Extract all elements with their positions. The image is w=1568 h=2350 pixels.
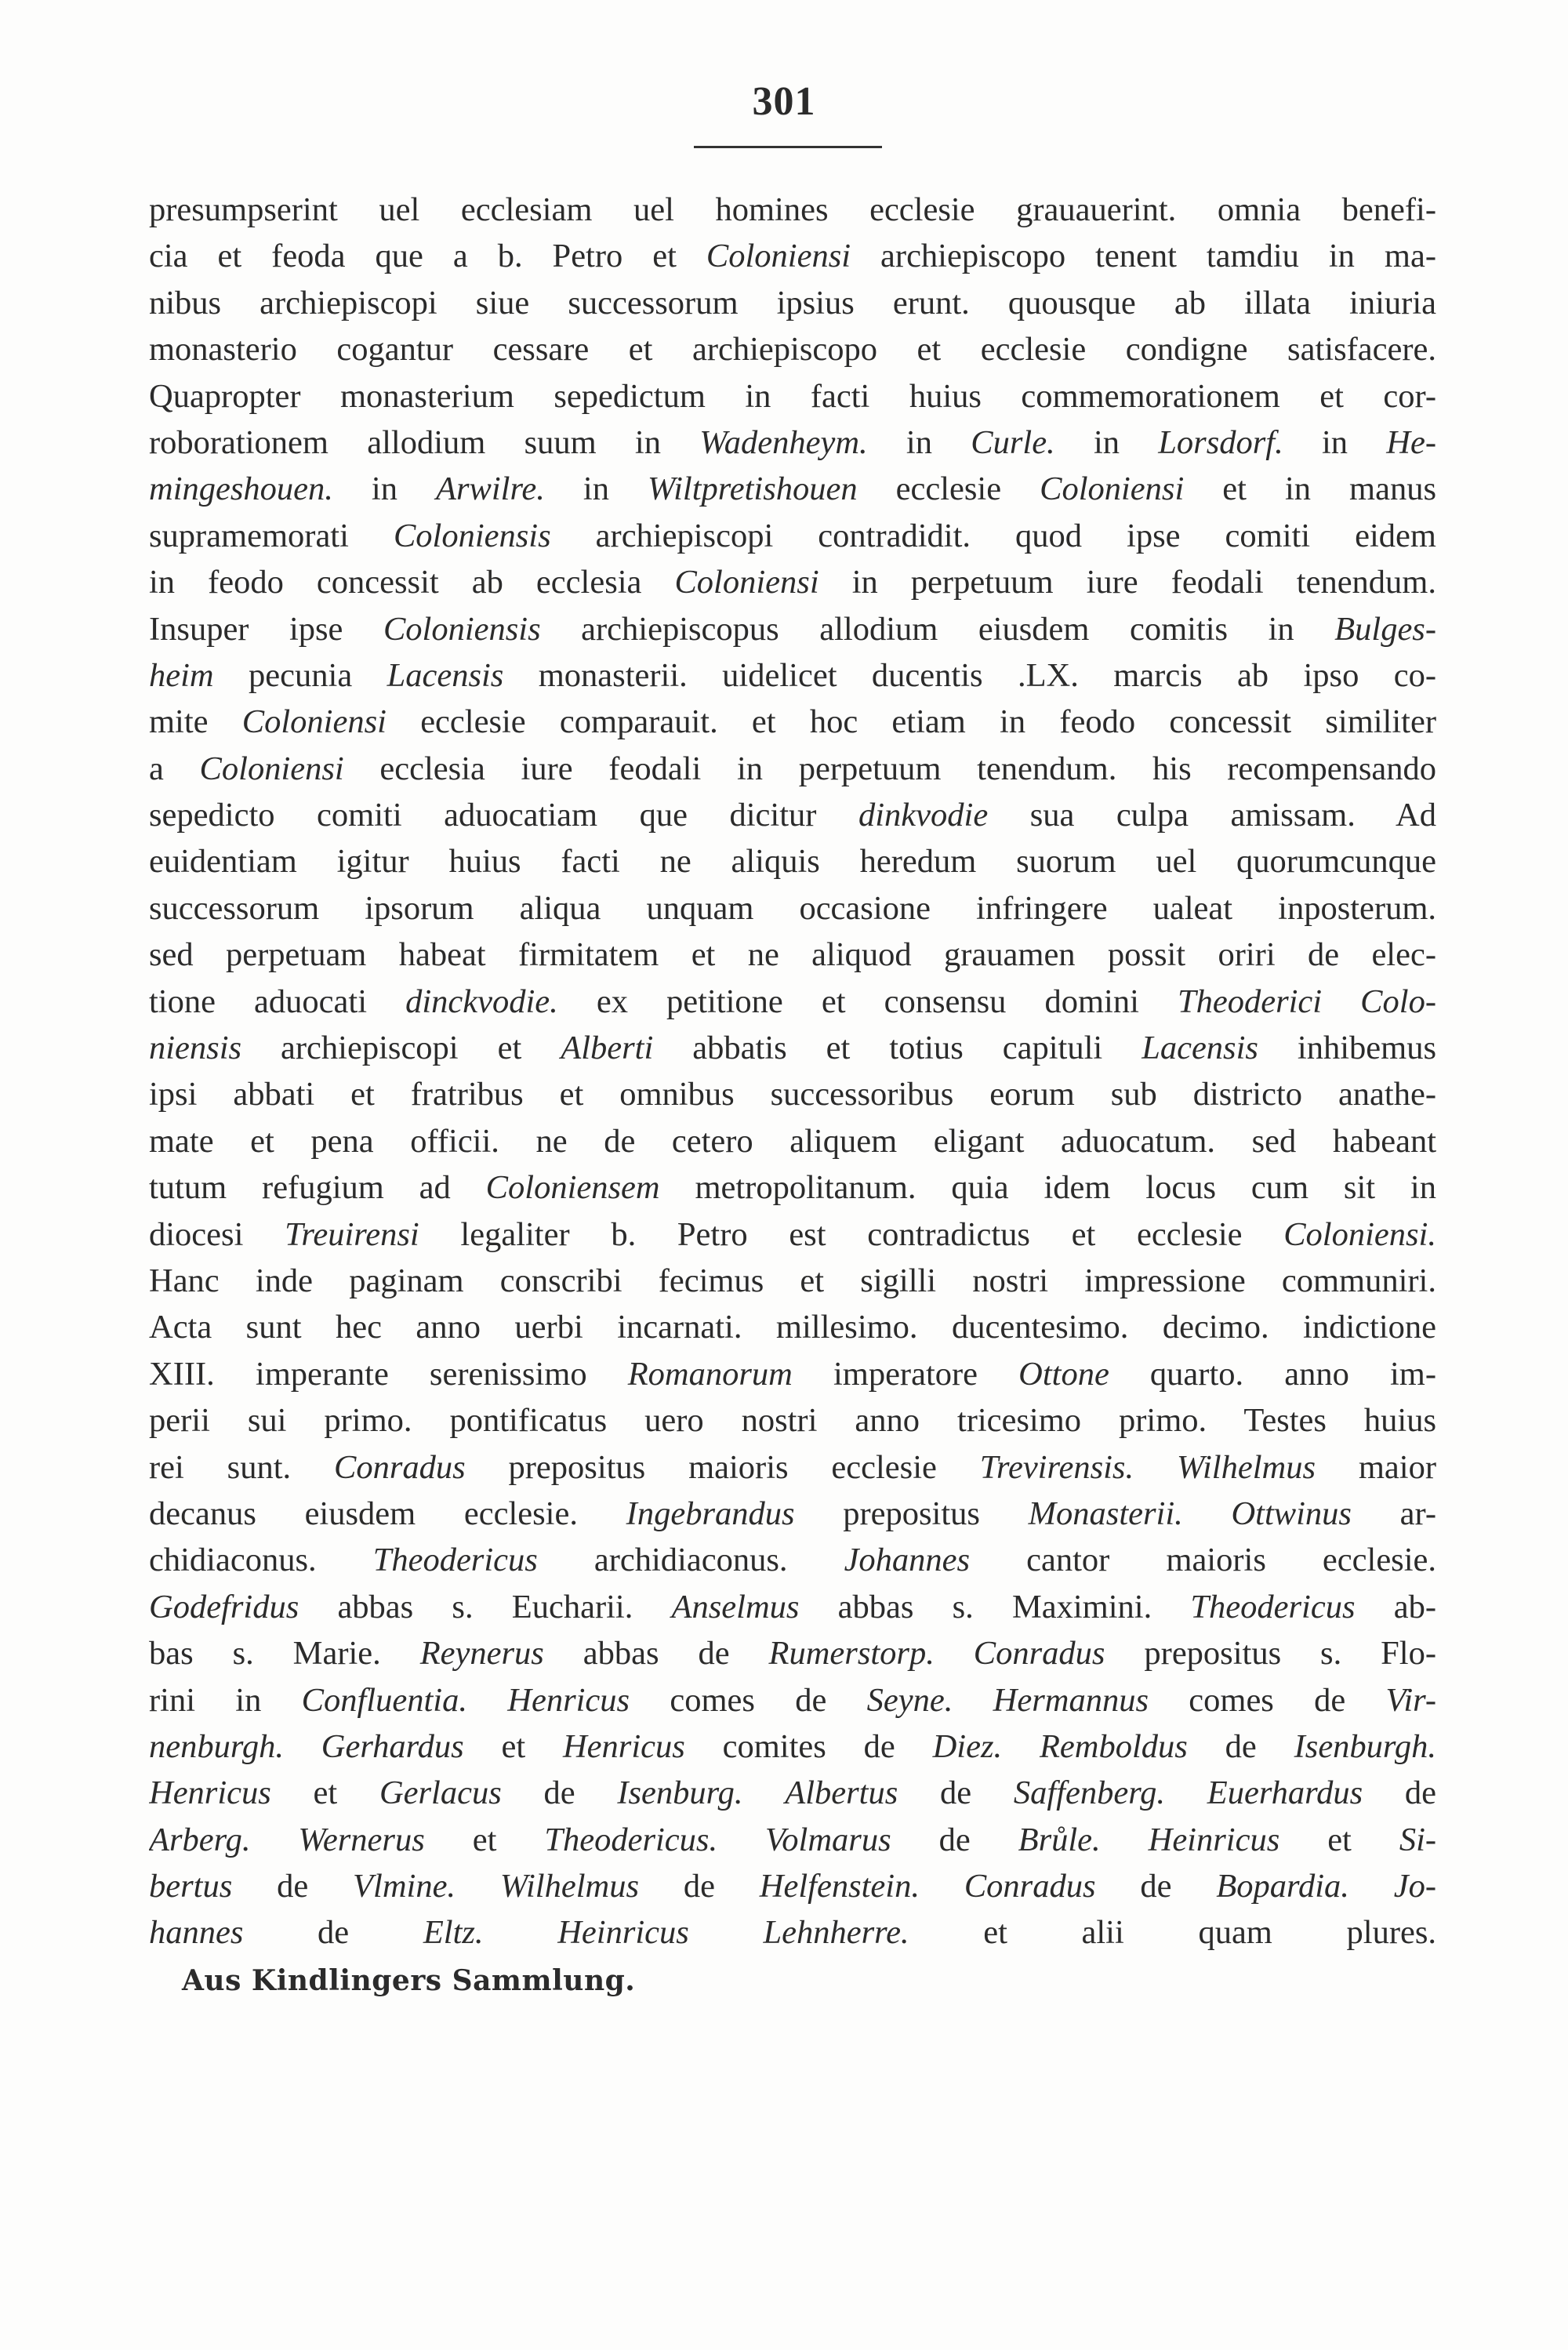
text-segment: cantor maioris ecclesie. bbox=[970, 1542, 1436, 1579]
text-segment bbox=[1002, 1728, 1040, 1765]
text-segment: metropolitanum. quia idem locus cum sit in bbox=[659, 1169, 1436, 1207]
italic-name: Lorsdorf. bbox=[1158, 423, 1283, 461]
italic-name: Wilhelmus bbox=[499, 1868, 639, 1905]
text-line bbox=[149, 792, 1436, 838]
text-segment: sua culpa amissam. Ad bbox=[988, 797, 1436, 834]
text-segment: abbas de bbox=[543, 1635, 769, 1673]
text-segment: ab- bbox=[1355, 1588, 1436, 1625]
italic-name: Ingebrandus bbox=[626, 1495, 795, 1532]
italic-name: Henricus bbox=[562, 1727, 685, 1765]
text-segment: perii sui primo. pontificatus uero nostri anno tricesimo primo. Testes huius bbox=[149, 1402, 1436, 1440]
text-segment: pecunia bbox=[213, 656, 387, 694]
text-line bbox=[149, 1723, 1436, 1770]
italic-name: Theodericus bbox=[1190, 1588, 1356, 1625]
italic-name: mingeshouen. bbox=[149, 470, 333, 508]
text-line bbox=[149, 1909, 1436, 1956]
italic-name: Anselmus bbox=[671, 1588, 800, 1625]
italic-name: Ottone bbox=[1018, 1355, 1109, 1393]
text-segment: Acta sunt hec anno uerbi incarnati. millesimo. ducentesimo. decimo. indictione bbox=[149, 1309, 1436, 1346]
charter-text bbox=[149, 187, 1436, 1956]
text-segment: tutum refugium ad bbox=[149, 1169, 486, 1207]
italic-name: Heinricus bbox=[1148, 1821, 1280, 1858]
text-segment: archiepiscopi et bbox=[241, 1030, 561, 1067]
italic-name: Bopardia. bbox=[1216, 1868, 1349, 1905]
text-segment: legaliter b. Petro est contradictus et ecclesie bbox=[419, 1215, 1284, 1253]
text-line bbox=[149, 1025, 1436, 1071]
text-segment: sed perpetuam habeat firmitatem et ne aliquod grauamen possit oriri de elec- bbox=[149, 936, 1436, 974]
italic-name: Lacensis bbox=[387, 656, 504, 694]
italic-name: Euerhardus bbox=[1207, 1774, 1363, 1812]
text-line bbox=[149, 1444, 1436, 1491]
text-segment: et alii quam plures. bbox=[909, 1914, 1436, 1952]
text-line bbox=[149, 1118, 1436, 1164]
italic-name: Helfenstein. bbox=[759, 1868, 920, 1905]
text-line bbox=[149, 187, 1436, 233]
text-segment: imperatore bbox=[792, 1355, 1019, 1393]
text-line bbox=[149, 652, 1436, 699]
text-segment: XIII. imperante serenissimo bbox=[149, 1355, 628, 1393]
text-segment: rini in bbox=[149, 1681, 302, 1719]
text-line bbox=[149, 885, 1436, 932]
text-segment: roborationem allodium suum in bbox=[149, 423, 700, 461]
text-segment bbox=[467, 1682, 507, 1719]
text-segment: archiepiscopus allodium eiusdem comitis in bbox=[540, 610, 1335, 648]
italic-name: Jo- bbox=[1393, 1868, 1436, 1905]
italic-name: heim bbox=[149, 656, 214, 694]
text-segment: in feodo concessit ab ecclesia bbox=[149, 564, 675, 601]
text-segment: ar- bbox=[1351, 1495, 1436, 1532]
italic-name: Wilhelmus bbox=[1176, 1448, 1316, 1486]
source-footnote: Aus Kindlingers Sammlung. bbox=[182, 1964, 636, 1997]
text-segment: mite bbox=[149, 703, 242, 741]
text-segment: de bbox=[243, 1914, 423, 1952]
italic-name: Monasterii. bbox=[1028, 1495, 1183, 1532]
text-segment: cia et feoda que a b. Petro et bbox=[149, 238, 706, 275]
text-line bbox=[149, 1071, 1436, 1117]
italic-name: Isenburg. bbox=[617, 1774, 743, 1812]
text-segment: decanus eiusdem ecclesie. bbox=[149, 1495, 626, 1532]
italic-name: Vir- bbox=[1385, 1681, 1436, 1719]
text-line bbox=[149, 1164, 1436, 1211]
text-segment: comites de bbox=[684, 1727, 933, 1765]
text-line bbox=[149, 233, 1436, 279]
italic-name: Coloniensi bbox=[241, 703, 387, 741]
text-line bbox=[149, 699, 1436, 745]
text-segment: diocesi bbox=[149, 1215, 285, 1253]
text-segment: ipsi abbati et fratribus et omnibus successoribus eorum sub districto anathe- bbox=[149, 1076, 1436, 1113]
italic-name: Arwilre. bbox=[436, 470, 545, 508]
text-segment: euidentiam igitur huius facti ne aliquis heredum suorum uel quorumcunque bbox=[149, 843, 1436, 881]
italic-name: Heinricus Lehnherre. bbox=[557, 1914, 909, 1952]
text-segment bbox=[1101, 1822, 1149, 1858]
italic-name: nenburgh. bbox=[149, 1727, 284, 1765]
text-segment bbox=[250, 1822, 298, 1858]
text-segment: in perpetuum iure feodali tenendum. bbox=[818, 564, 1436, 601]
text-segment: tione aduocati bbox=[149, 982, 406, 1020]
text-segment bbox=[284, 1728, 321, 1765]
italic-name: Vlmine. bbox=[353, 1868, 456, 1905]
text-segment: de bbox=[638, 1868, 760, 1905]
text-segment: ecclesia iure feodali in perpetuum tenendum. his recompensando bbox=[343, 750, 1436, 787]
text-line bbox=[149, 1584, 1436, 1630]
text-segment: prepositus bbox=[794, 1495, 1029, 1532]
italic-name: Saffenberg. bbox=[1013, 1774, 1166, 1812]
text-line bbox=[149, 1304, 1436, 1350]
text-line bbox=[149, 513, 1436, 559]
text-segment: archiepiscopi contradidit. quod ipse comiti eidem bbox=[550, 517, 1436, 554]
italic-name: Confluentia. bbox=[301, 1681, 467, 1719]
italic-name: Henricus bbox=[149, 1774, 271, 1812]
text-segment: de bbox=[232, 1868, 354, 1905]
text-segment: abbas s. Maximini. bbox=[799, 1588, 1191, 1625]
italic-name: Reynerus bbox=[419, 1635, 544, 1673]
italic-name: Hermannus bbox=[993, 1681, 1149, 1719]
header-rule bbox=[694, 146, 882, 148]
text-segment: bas s. Marie. bbox=[149, 1635, 420, 1673]
text-line bbox=[149, 606, 1436, 652]
italic-name: Conradus bbox=[973, 1635, 1105, 1673]
text-line bbox=[149, 838, 1436, 884]
italic-name: Wadenheym. bbox=[699, 423, 868, 461]
text-segment: abbas s. Eucharii. bbox=[299, 1588, 672, 1625]
text-segment bbox=[935, 1635, 974, 1672]
text-line bbox=[149, 979, 1436, 1025]
text-segment bbox=[1165, 1774, 1207, 1811]
italic-name: Seyne. bbox=[866, 1681, 953, 1719]
text-line bbox=[149, 280, 1436, 326]
text-line bbox=[149, 1863, 1436, 1909]
text-line bbox=[149, 1630, 1436, 1676]
text-line bbox=[149, 1491, 1436, 1537]
italic-name: Theoderici Colo- bbox=[1177, 982, 1436, 1020]
text-segment bbox=[920, 1868, 964, 1905]
italic-name: Johannes bbox=[844, 1542, 971, 1579]
text-segment: in bbox=[1054, 423, 1159, 461]
italic-name: Isenburgh. bbox=[1294, 1727, 1436, 1765]
italic-name: Conradus bbox=[333, 1448, 466, 1486]
text-segment: ecclesie comparauit. et hoc etiam in feodo concessit similiter bbox=[386, 703, 1436, 741]
text-segment bbox=[456, 1868, 500, 1905]
italic-name: hannes bbox=[149, 1914, 244, 1952]
italic-name: Coloniensi bbox=[674, 564, 819, 601]
italic-name: He- bbox=[1386, 423, 1436, 461]
italic-name: Treuirensi bbox=[285, 1215, 419, 1253]
text-segment: in bbox=[332, 470, 436, 508]
text-segment: de bbox=[1187, 1727, 1294, 1765]
text-segment: sepedicto comiti aduocatiam que dicitur bbox=[149, 797, 858, 834]
italic-name: Trevirensis. bbox=[979, 1448, 1134, 1486]
italic-name: Coloniensis bbox=[393, 517, 551, 554]
text-segment: supramemorati bbox=[149, 517, 394, 554]
italic-name: Volmarus bbox=[765, 1821, 891, 1858]
italic-name: Bulges- bbox=[1334, 610, 1436, 648]
text-line bbox=[149, 746, 1436, 792]
text-segment: successorum ipsorum aliqua unquam occasione infringere ualeat inposterum. bbox=[149, 889, 1436, 927]
text-segment: chidiaconus. bbox=[149, 1542, 373, 1579]
italic-name: Godefridus bbox=[149, 1588, 299, 1625]
text-line bbox=[149, 1258, 1436, 1304]
text-segment: mate et pena officii. ne de cetero aliquem eligant aduocatum. sed habeant bbox=[149, 1122, 1436, 1160]
text-segment: nibus archiepiscopi siue successorum ipsius erunt. quousque ab illata iniuria bbox=[149, 284, 1436, 321]
text-segment: comes de bbox=[630, 1681, 867, 1719]
italic-name: Rumerstorp. bbox=[768, 1635, 935, 1673]
italic-name: Conradus bbox=[964, 1868, 1096, 1905]
text-segment: Insuper ipse bbox=[149, 610, 383, 648]
text-segment bbox=[1183, 1495, 1232, 1532]
text-line bbox=[149, 1677, 1436, 1723]
italic-name: Gerlacus bbox=[379, 1774, 502, 1812]
text-segment: ecclesie bbox=[857, 470, 1040, 508]
text-line bbox=[149, 1351, 1436, 1397]
italic-name: dinckvodie. bbox=[405, 982, 558, 1020]
text-segment: presumpserint uel ecclesiam uel homines ecclesie grauauerint. omnia benefi- bbox=[149, 191, 1436, 228]
italic-name: Henricus bbox=[507, 1681, 630, 1719]
text-segment: maior bbox=[1316, 1448, 1436, 1486]
italic-name: Theodericus. bbox=[544, 1821, 718, 1858]
italic-name: dinkvodie bbox=[858, 797, 989, 834]
italic-name: Eltz. bbox=[423, 1914, 484, 1952]
text-line bbox=[149, 1211, 1436, 1258]
text-line bbox=[149, 1770, 1436, 1816]
italic-name: Theodericus bbox=[372, 1542, 538, 1579]
text-line bbox=[149, 1817, 1436, 1863]
italic-name: Coloniensi. bbox=[1283, 1215, 1436, 1253]
text-line bbox=[149, 932, 1436, 978]
text-line bbox=[149, 373, 1436, 420]
italic-name: Coloniensi bbox=[199, 750, 344, 787]
text-segment: archidiaconus. bbox=[537, 1542, 844, 1579]
text-line bbox=[149, 466, 1436, 512]
italic-name: Alberti bbox=[561, 1030, 654, 1067]
text-line bbox=[149, 1397, 1436, 1444]
italic-name: niensis bbox=[149, 1030, 242, 1067]
italic-name: Curle. bbox=[971, 423, 1055, 461]
text-segment: et bbox=[463, 1727, 563, 1765]
italic-name: Coloniensem bbox=[485, 1169, 660, 1207]
italic-name: Brůle. bbox=[1018, 1821, 1101, 1858]
italic-name: bertus bbox=[149, 1868, 233, 1905]
text-segment: archiepiscopo tenent tamdiu in ma- bbox=[851, 238, 1436, 275]
italic-name: Coloniensi bbox=[706, 238, 851, 275]
text-segment bbox=[953, 1682, 993, 1719]
text-segment: abbatis et totius capituli bbox=[653, 1030, 1142, 1067]
text-line bbox=[149, 559, 1436, 605]
italic-name: Lacensis bbox=[1142, 1030, 1258, 1067]
italic-name: Ottwinus bbox=[1231, 1495, 1352, 1532]
italic-name: Albertus bbox=[785, 1774, 898, 1812]
text-line bbox=[149, 1537, 1436, 1583]
italic-name: Wernerus bbox=[298, 1821, 425, 1858]
text-segment: prepositus maioris ecclesie bbox=[465, 1448, 980, 1486]
italic-name: Remboldus bbox=[1039, 1727, 1188, 1765]
italic-name: Arberg. bbox=[149, 1821, 251, 1858]
text-segment: in bbox=[867, 423, 971, 461]
text-segment: Hanc inde paginam conscribi fecimus et sigilli nostri impressione communiri. bbox=[149, 1262, 1436, 1299]
text-segment bbox=[1134, 1449, 1177, 1486]
text-segment: in bbox=[1283, 423, 1387, 461]
text-line bbox=[149, 326, 1436, 372]
italic-name: Diez. bbox=[932, 1727, 1003, 1765]
text-segment: rei sunt. bbox=[149, 1448, 334, 1486]
text-segment: comes de bbox=[1148, 1681, 1386, 1719]
text-segment: de bbox=[1095, 1868, 1217, 1905]
italic-name: Si- bbox=[1399, 1821, 1436, 1858]
text-segment bbox=[743, 1774, 786, 1811]
text-segment: quarto. anno im- bbox=[1109, 1355, 1436, 1393]
italic-name: Gerhardus bbox=[321, 1727, 464, 1765]
text-segment: et in manus bbox=[1184, 470, 1436, 508]
text-segment: in bbox=[544, 470, 648, 508]
italic-name: Wiltpretishouen bbox=[648, 470, 858, 508]
italic-name: Romanorum bbox=[627, 1355, 793, 1393]
text-segment: de bbox=[501, 1774, 618, 1812]
text-segment: ex petitione et consensu domini bbox=[557, 982, 1178, 1020]
text-segment: inhibemus bbox=[1258, 1030, 1436, 1067]
text-segment: monasterii. uidelicet ducentis .LX. marcis ab ipso co- bbox=[503, 656, 1436, 694]
text-segment: de bbox=[1363, 1774, 1436, 1812]
italic-name: Coloniensi bbox=[1040, 470, 1185, 508]
text-segment: de bbox=[891, 1821, 1018, 1858]
text-line bbox=[149, 420, 1436, 466]
text-segment: monasterio cogantur cessare et archiepiscopo et ecclesie condigne satisfacere. bbox=[149, 331, 1436, 369]
text-segment: Quapropter monasterium sepedictum in facti huius commemorationem et cor- bbox=[149, 377, 1436, 415]
text-segment: a bbox=[149, 750, 200, 787]
text-segment bbox=[484, 1914, 558, 1951]
text-segment: et bbox=[1279, 1821, 1399, 1858]
text-segment: de bbox=[898, 1774, 1014, 1812]
italic-name: Coloniensis bbox=[383, 610, 541, 648]
text-segment bbox=[717, 1822, 765, 1858]
text-segment: et bbox=[270, 1774, 379, 1812]
text-segment bbox=[1349, 1868, 1394, 1905]
text-segment: et bbox=[424, 1821, 545, 1858]
text-segment: prepositus s. Flo- bbox=[1105, 1635, 1436, 1673]
page-number: 301 bbox=[752, 79, 816, 124]
